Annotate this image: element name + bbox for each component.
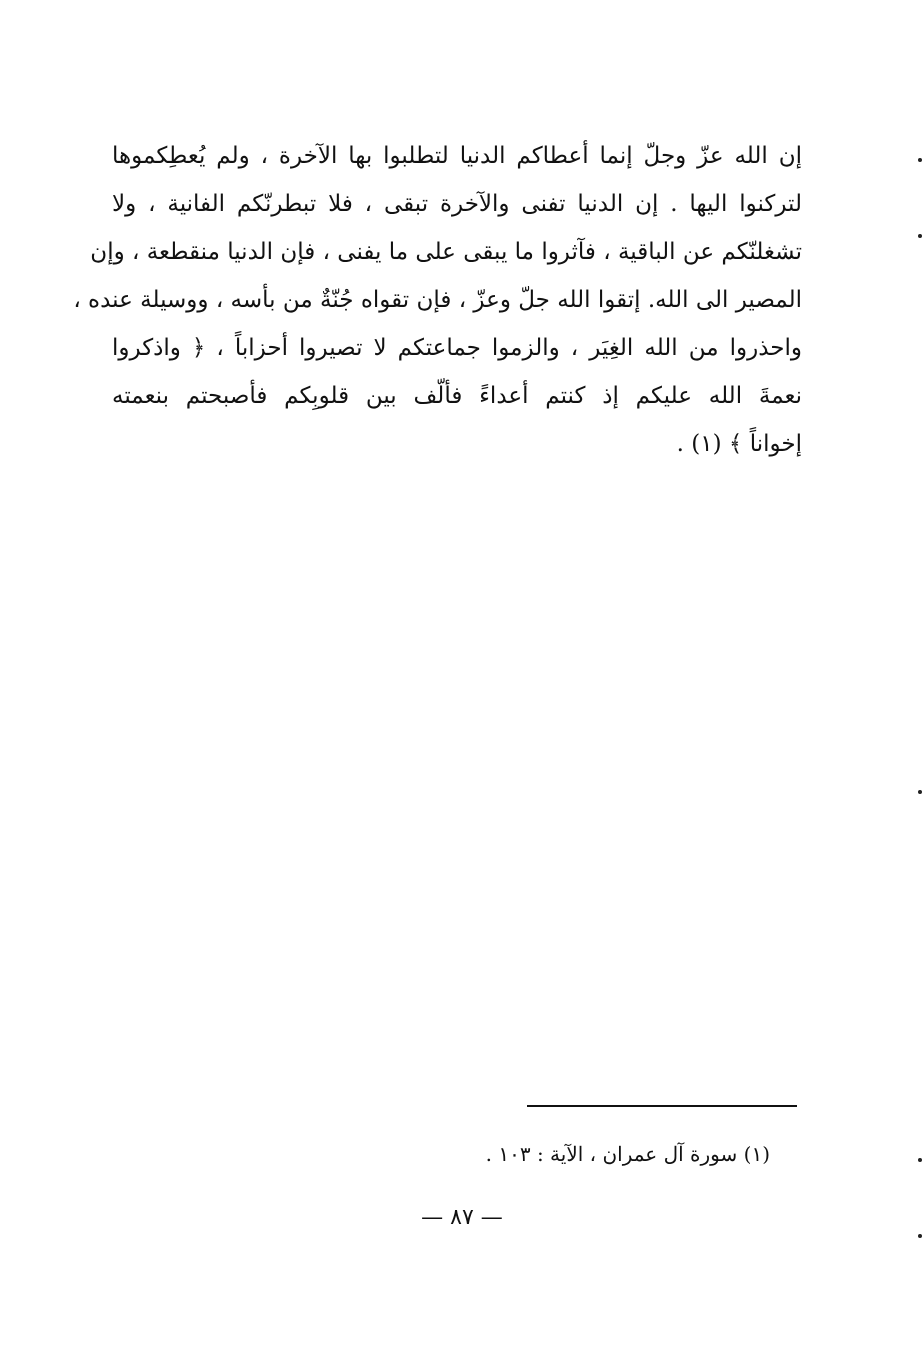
scan-speck xyxy=(918,1234,922,1238)
paragraph-line: تشغلنّكم عن الباقية ، فآثروا ما يبقى على ما يفنى ، فإن الدنيا منقطعة ، وإن xyxy=(90,239,802,265)
scan-speck xyxy=(918,158,922,162)
page-number: — ٨٧ — xyxy=(421,1205,503,1230)
paragraph-line: نعمةَ الله عليكم إذ كنتم أعداءً فألّف بين قلوبِكم فأصبحتم بنعمته xyxy=(112,383,802,409)
scan-speck xyxy=(918,1158,922,1162)
paragraph-line: واحذروا من الله الغِيَر ، والزموا جماعتكم لا تصيروا أحزاباً ، ﴿ واذكروا xyxy=(112,335,802,361)
main-paragraph xyxy=(73,132,802,468)
paragraph-line: إخواناً ﴾ (١) . xyxy=(676,431,802,457)
paragraph-line: المصير الى الله. إتقوا الله جلّ وعزّ ، فإن تقواه جُنّةٌ من بأسه ، ووسيلة عنده ، xyxy=(73,287,802,313)
footnote-separator xyxy=(527,1105,797,1107)
scan-speck xyxy=(918,234,922,238)
paragraph-line: لتركنوا اليها . إن الدنيا تفنى والآخرة تبقى ، فلا تبطرنّكم الفانية ، ولا xyxy=(112,191,802,217)
footnote: (١) سورة آل عمران ، الآية : ١٠٣ . xyxy=(485,1142,770,1166)
scan-speck xyxy=(918,790,922,794)
paragraph-line: إن الله عزّ وجلّ إنما أعطاكم الدنيا لتطلبوا بها الآخرة ، ولم يُعطِكموها xyxy=(112,143,802,169)
